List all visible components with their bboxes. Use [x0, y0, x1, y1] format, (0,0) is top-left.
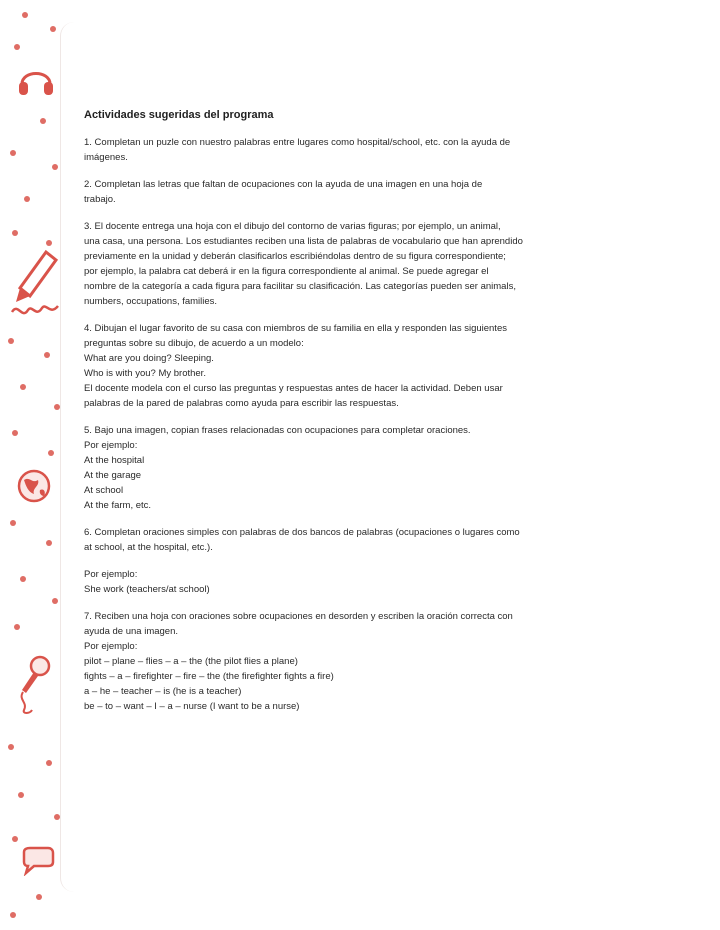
activity-item [84, 219, 644, 309]
decorative-dot [22, 12, 28, 18]
activity-item [84, 423, 644, 513]
text-line: 5. Bajo una imagen, copian frases relacionadas con ocupaciones para completar oraciones. [84, 425, 471, 436]
text-line: a – he – teacher – is (he is a teacher) [84, 686, 242, 697]
pencil-icon [8, 248, 64, 324]
text-line: previamente en la unidad y deberán clasificarlos escribiéndolas dentro de su figura correspondiente; [84, 251, 506, 262]
decorative-dot [52, 164, 58, 170]
decorative-dot [8, 744, 14, 750]
headphones-icon [14, 58, 58, 102]
decorative-dot [52, 598, 58, 604]
decorative-dot [24, 196, 30, 202]
page-edge [60, 22, 77, 892]
text-line: nombre de la categoría a cada figura para facilitar su clasificación. Las categorías pueden ser animals, [84, 281, 516, 292]
activity-text [84, 609, 644, 714]
decorative-dot [46, 540, 52, 546]
text-line: be – to – want – I – a – nurse (I want to be a nurse) [84, 701, 300, 712]
text-line: At the hospital [84, 455, 145, 466]
decorative-dot [48, 450, 54, 456]
activity-text [84, 219, 644, 309]
activity-item [84, 177, 644, 207]
activity-list [84, 135, 644, 714]
microphone-icon [12, 654, 56, 716]
globe-icon [14, 466, 54, 506]
text-line: at school, at the hospital, etc.). [84, 542, 213, 553]
text-line: preguntas sobre su dibujo, de acuerdo a un modelo: [84, 338, 304, 349]
decorative-dot [14, 44, 20, 50]
text-line: 4. Dibujan el lugar favorito de su casa con miembros de su familia en ella y responden las siguientes [84, 323, 507, 334]
decorative-dot [12, 430, 18, 436]
decorative-dot [36, 894, 42, 900]
text-line: Por ejemplo: [84, 569, 138, 580]
text-line: El docente modela con el curso las preguntas y respuestas antes de hacer la actividad. Deben usar [84, 383, 503, 394]
activity-text [84, 135, 644, 165]
text-line: palabras de la pared de palabras como ayuda para escribir las respuestas. [84, 398, 399, 409]
activity-item [84, 609, 644, 714]
decorative-dot [14, 624, 20, 630]
activity-text [84, 525, 644, 555]
document-title: Actividades sugeridas del programa [84, 109, 274, 121]
document-body [84, 108, 644, 726]
decorative-dot [40, 118, 46, 124]
text-line: ayuda de una imagen. [84, 626, 179, 637]
activity-item [84, 321, 644, 411]
text-line: pilot – plane – flies – a – the (the pilot flies a plane) [84, 656, 298, 667]
activity-item [84, 135, 644, 165]
text-line: At the garage [84, 470, 142, 481]
text-line: por ejemplo, la palabra cat deberá ir en la figura correspondiente al animal. Se puede agregar el [84, 266, 489, 277]
decorative-dot [46, 240, 52, 246]
decorative-dot [8, 338, 14, 344]
decorative-dot [50, 26, 56, 32]
text-line: Por ejemplo: [84, 440, 138, 451]
text-line: Por ejemplo: [84, 641, 138, 652]
text-line: Who is with you? My brother. [84, 368, 206, 379]
decorative-dot [46, 760, 52, 766]
activity-item [84, 525, 644, 555]
text-line: imágenes. [84, 152, 128, 163]
text-line: At school [84, 485, 124, 496]
decorative-dot [18, 792, 24, 798]
text-line: fights – a – firefighter – fire – the (the firefighter fights a fire) [84, 671, 334, 682]
text-line: numbers, occupations, families. [84, 296, 218, 307]
speech-bubble-icon [20, 846, 56, 876]
text-line: She work (teachers/at school) [84, 584, 210, 595]
text-line: 7. Reciben una hoja con oraciones sobre ocupaciones en desorden y escriben la oración correcta con [84, 611, 513, 622]
text-line: What are you doing? Sleeping. [84, 353, 214, 364]
decorative-dot [10, 150, 16, 156]
decorative-dot [44, 352, 50, 358]
activity-text [84, 177, 644, 207]
text-line: trabajo. [84, 194, 116, 205]
text-line: 2. Completan las letras que faltan de ocupaciones con la ayuda de una imagen en una hoja de [84, 179, 483, 190]
decorative-dot [10, 912, 16, 918]
decorative-dot [10, 520, 16, 526]
activity-text [84, 567, 644, 597]
activity-text [84, 321, 644, 411]
decorative-dot [12, 836, 18, 842]
text-line: At the farm, etc. [84, 500, 152, 511]
text-line: 6. Completan oraciones simples con palabras de dos bancos de palabras (ocupaciones o lugares como [84, 527, 520, 538]
decorative-dot [12, 230, 18, 236]
text-line: una casa, una persona. Los estudiantes reciben una lista de palabras de vocabulario que han aprendido [84, 236, 523, 247]
decorative-dot [20, 384, 26, 390]
activity-text [84, 423, 644, 513]
text-line: 1. Completan un puzle con nuestro palabras entre lugares como hospital/school, etc. con la ayuda de [84, 137, 511, 148]
decorative-dot [20, 576, 26, 582]
text-line: 3. El docente entrega una hoja con el dibujo del contorno de varias figuras; por ejemplo, un animal, [84, 221, 501, 232]
activity-item [84, 567, 644, 597]
